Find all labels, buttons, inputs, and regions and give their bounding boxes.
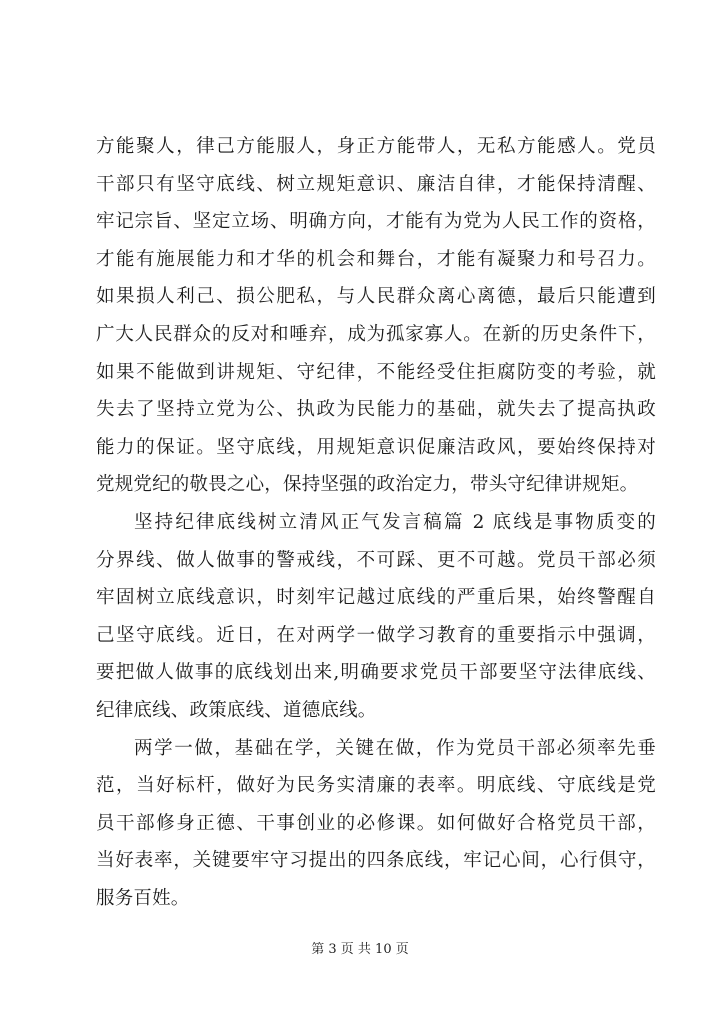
text-line: 党规党纪的敬畏之心，保持坚强的政治定力，带头守纪律讲规矩。 <box>96 474 639 496</box>
text-line: 两学一做，基础在学，关键在做，作为党员干部必须率先垂 <box>134 737 656 759</box>
text-line: 当好表率，关键要牢守习提出的四条底线，牢记心间，心行俱守， <box>96 850 656 872</box>
paragraph <box>96 730 656 918</box>
text-line: 失去了坚持立党为公、执政为民能力的基础，就失去了提高执政 <box>96 399 656 421</box>
text-line: 员干部修身正德、干事创业的必修课。如何做好合格党员干部， <box>96 812 656 834</box>
text-line: 牢记宗旨、坚定立场、明确方向，才能有为党为人民工作的资格， <box>96 211 656 233</box>
text-line: 纪律底线、政策底线、道德底线。 <box>96 699 377 721</box>
text-line: 己坚守底线。近日，在对两学一做学习教育的重要指示中强调， <box>96 624 656 646</box>
text-line: 要把做人做事的底线划出来,明确要求党员干部要坚守法律底线、 <box>96 662 656 684</box>
paragraph <box>96 128 656 504</box>
paragraph <box>96 504 656 730</box>
text-line: 如果损人利己、损公肥私，与人民群众离心离德，最后只能遭到 <box>96 286 656 308</box>
text-line: 牢固树立底线意识，时刻牢记越过底线的严重后果，始终警醒自 <box>96 587 656 609</box>
text-line: 能力的保证。坚守底线，用规矩意识促廉洁政风，要始终保持对 <box>96 436 656 458</box>
text-line: 服务百姓。 <box>96 887 190 909</box>
text-line: 如果不能做到讲规矩、守纪律，不能经受住拒腐防变的考验，就 <box>96 361 656 383</box>
page-footer: 第 3 页 共 10 页 <box>311 942 409 957</box>
text-line: 才能有施展能力和才华的机会和舞台，才能有凝聚力和号召力。 <box>96 248 656 270</box>
text-line: 干部只有坚守底线、树立规矩意识、廉洁自律，才能保持清醒、 <box>96 173 656 195</box>
text-line: 广大人民群众的反对和唾弃，成为孤家寡人。在新的历史条件下， <box>96 323 656 345</box>
text-line: 方能聚人，律己方能服人，身正方能带人，无私方能感人。党员 <box>96 136 656 157</box>
text-line: 分界线、做人做事的警戒线，不可踩、更不可越。党员干部必须 <box>96 549 656 571</box>
text-line: 坚持纪律底线树立清风正气发言稿篇 2 底线是事物质变的 <box>134 511 656 533</box>
text-line: 范，当好标杆，做好为民务实清廉的表率。明底线、守底线是党 <box>96 775 656 797</box>
body-text <box>96 128 656 917</box>
